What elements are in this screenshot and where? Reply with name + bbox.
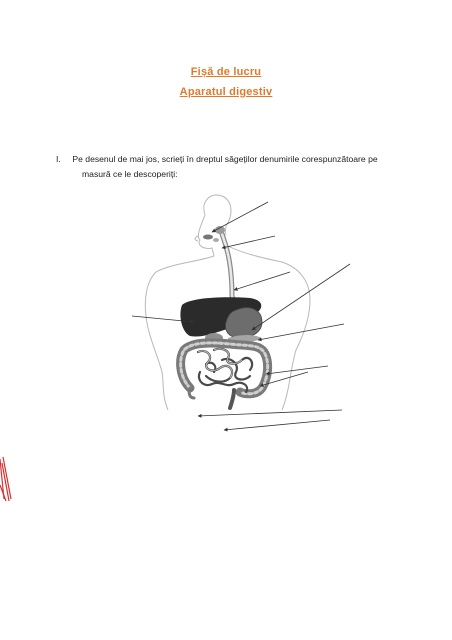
arrow-pancreas <box>258 324 344 340</box>
small-intestine <box>198 349 252 392</box>
arrow-mouth <box>212 202 268 232</box>
worksheet-title: Fișă de lucru <box>190 66 262 78</box>
worksheet-subtitle: Aparatul digestiv <box>179 86 273 98</box>
instruction-line-2: masură ce le descoperiți: <box>82 169 178 179</box>
arrow-pharynx <box>222 236 275 248</box>
red-margin-mark <box>0 455 16 505</box>
arrow-rectum <box>198 410 342 416</box>
arrow-anus <box>224 420 330 430</box>
arrow-large-intestine <box>266 366 328 374</box>
exercise-number: I. <box>56 154 61 164</box>
arrow-esophagus <box>234 272 290 290</box>
instruction-line-1: Pe desenul de mai jos, scrieți în dreptul săgeților denumirile corespunzătoare pe <box>72 154 378 164</box>
rectum <box>230 390 234 408</box>
